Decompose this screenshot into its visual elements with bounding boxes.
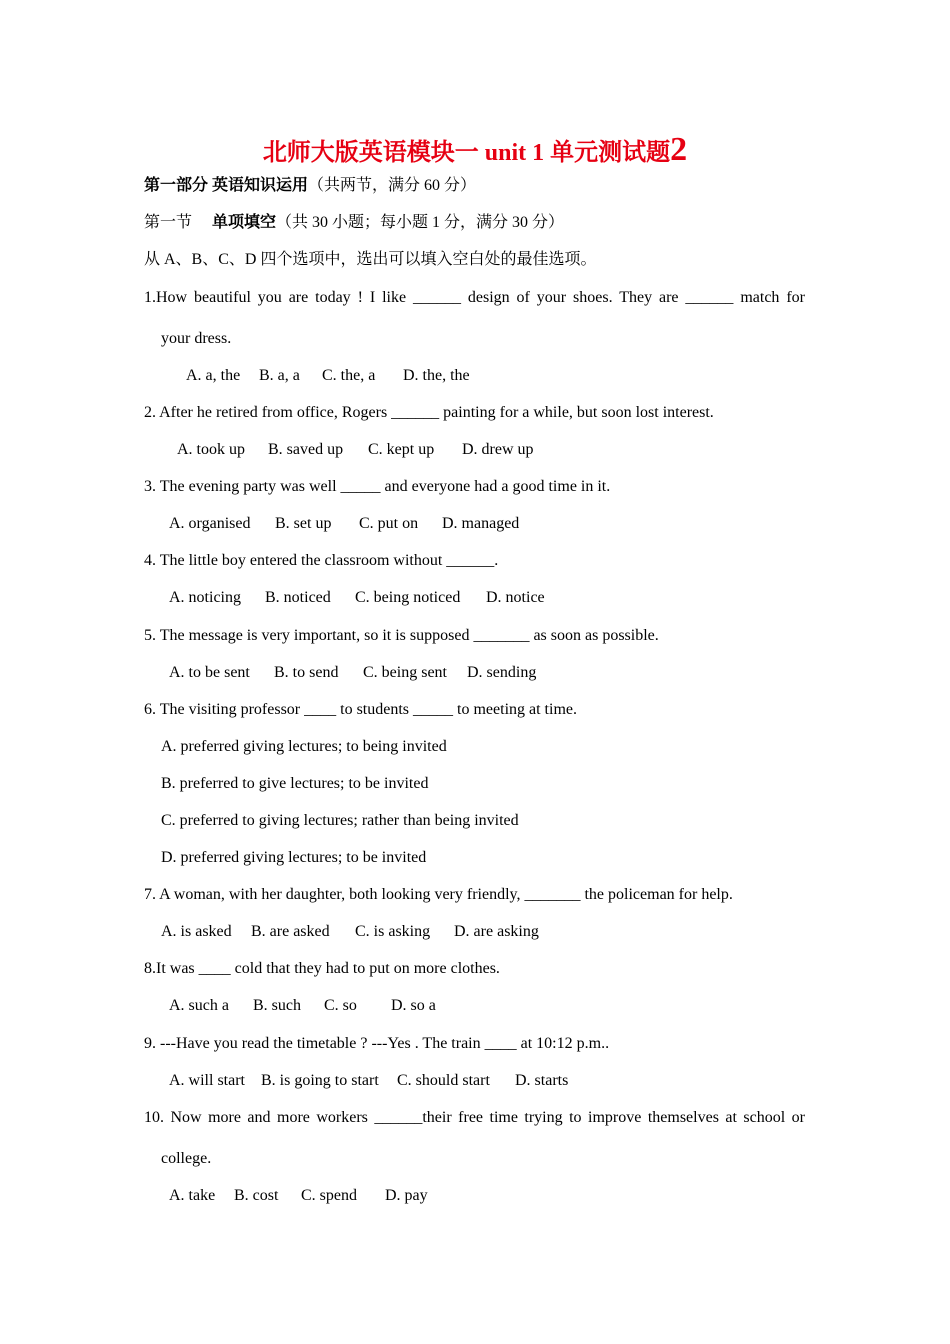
option-c[interactable]: C. preferred to giving lectures; rather than being invited <box>161 812 519 829</box>
option-d[interactable]: D. so a <box>391 997 436 1014</box>
option-a[interactable]: A. took up <box>177 441 245 458</box>
option-d[interactable]: D. managed <box>442 515 520 532</box>
section1-name: 单项填空 <box>212 214 277 231</box>
option-d[interactable]: D. are asking <box>454 923 539 940</box>
option-a[interactable]: A. preferred giving lectures; to being invited <box>161 738 447 755</box>
question-1-line2: your dress. <box>161 330 232 347</box>
question-1-line1: 1.How beautiful you are today ! I like ______ design of your shoes. They are ______ match for <box>144 289 805 306</box>
option-d[interactable]: D. preferred giving lectures; to be invited <box>161 849 427 866</box>
question-4-line1: 4. The little boy entered the classroom without ______. <box>144 552 499 569</box>
option-a[interactable]: A. is asked <box>161 923 232 940</box>
title-number: 2 <box>670 131 688 168</box>
option-d[interactable]: D. notice <box>486 589 545 606</box>
option-c[interactable]: C. kept up <box>368 441 435 458</box>
option-a[interactable]: A. take <box>169 1187 216 1204</box>
option-c[interactable]: C. put on <box>359 515 419 532</box>
option-c[interactable]: C. should start <box>397 1072 490 1089</box>
question-3-line1: 3. The evening party was well _____ and everyone had a good time in it. <box>144 478 611 495</box>
option-d[interactable]: D. drew up <box>462 441 534 458</box>
question-5-line1: 5. The message is very important, so it is supposed _______ as soon as possible. <box>144 627 659 644</box>
option-b[interactable]: B. cost <box>234 1187 279 1204</box>
option-c[interactable]: C. is asking <box>355 923 431 940</box>
question-9-line1: 9. ---Have you read the timetable ? ---Yes . The train ____ at 10:12 p.m.. <box>144 1035 610 1052</box>
section1-rest: （共 30 小题；每小题 1 分，满分 30 分） <box>276 214 565 231</box>
option-b[interactable]: B. noticed <box>265 589 331 606</box>
option-d[interactable]: D. the, the <box>403 367 470 384</box>
option-d[interactable]: D. pay <box>385 1187 428 1204</box>
option-a[interactable]: A. will start <box>169 1072 245 1089</box>
document-title <box>0 130 950 173</box>
option-c[interactable]: C. being sent <box>363 664 447 681</box>
option-c[interactable]: C. spend <box>301 1187 357 1204</box>
option-c[interactable]: C. so <box>324 997 357 1014</box>
question-2-line1: 2. After he retired from office, Rogers ______ painting for a while, but soon lost interest. <box>144 404 714 421</box>
option-b[interactable]: B. are asked <box>251 923 330 940</box>
option-a[interactable]: A. such a <box>169 997 229 1014</box>
option-c[interactable]: C. being noticed <box>355 589 461 606</box>
option-b[interactable]: B. set up <box>275 515 332 532</box>
option-a[interactable]: A. organised <box>169 515 251 532</box>
title-text: 北师大版英语模块一 unit 1 单元测试题 <box>262 140 671 166</box>
option-d[interactable]: D. starts <box>515 1072 569 1089</box>
option-a[interactable]: A. noticing <box>169 589 241 606</box>
option-b[interactable]: B. to send <box>274 664 339 681</box>
part1-heading-rest: （共两节，满分 60 分） <box>308 177 477 194</box>
section1-label: 第一节 <box>144 214 193 231</box>
option-b[interactable]: B. such <box>253 997 301 1014</box>
instruction: 从 A、B、C、D 四个选项中，选出可以填入空白处的最佳选项。 <box>144 251 597 268</box>
option-a[interactable]: A. to be sent <box>169 664 250 681</box>
option-b[interactable]: B. preferred to give lectures; to be invited <box>161 775 429 792</box>
option-b[interactable]: B. is going to start <box>261 1072 379 1089</box>
question-6-line1: 6. The visiting professor ____ to students _____ to meeting at time. <box>144 701 577 718</box>
option-a[interactable]: A. a, the <box>186 367 241 384</box>
option-b[interactable]: B. saved up <box>268 441 344 458</box>
question-8-line1: 8.It was ____ cold that they had to put on more clothes. <box>144 960 500 977</box>
option-d[interactable]: D. sending <box>467 664 537 681</box>
section1-heading <box>144 212 814 234</box>
question-7-line1: 7. A woman, with her daughter, both looking very friendly, _______ the policeman for help. <box>144 886 733 903</box>
option-c[interactable]: C. the, a <box>322 367 376 384</box>
option-b[interactable]: B. a, a <box>259 367 300 384</box>
part1-heading <box>144 175 814 197</box>
part1-heading-bold: 第一部分 英语知识运用 <box>144 177 309 194</box>
question-10-line2: college. <box>161 1150 212 1167</box>
question-10-line1: 10. Now more and more workers ______their free time trying to improve themselves at school or <box>144 1109 805 1126</box>
